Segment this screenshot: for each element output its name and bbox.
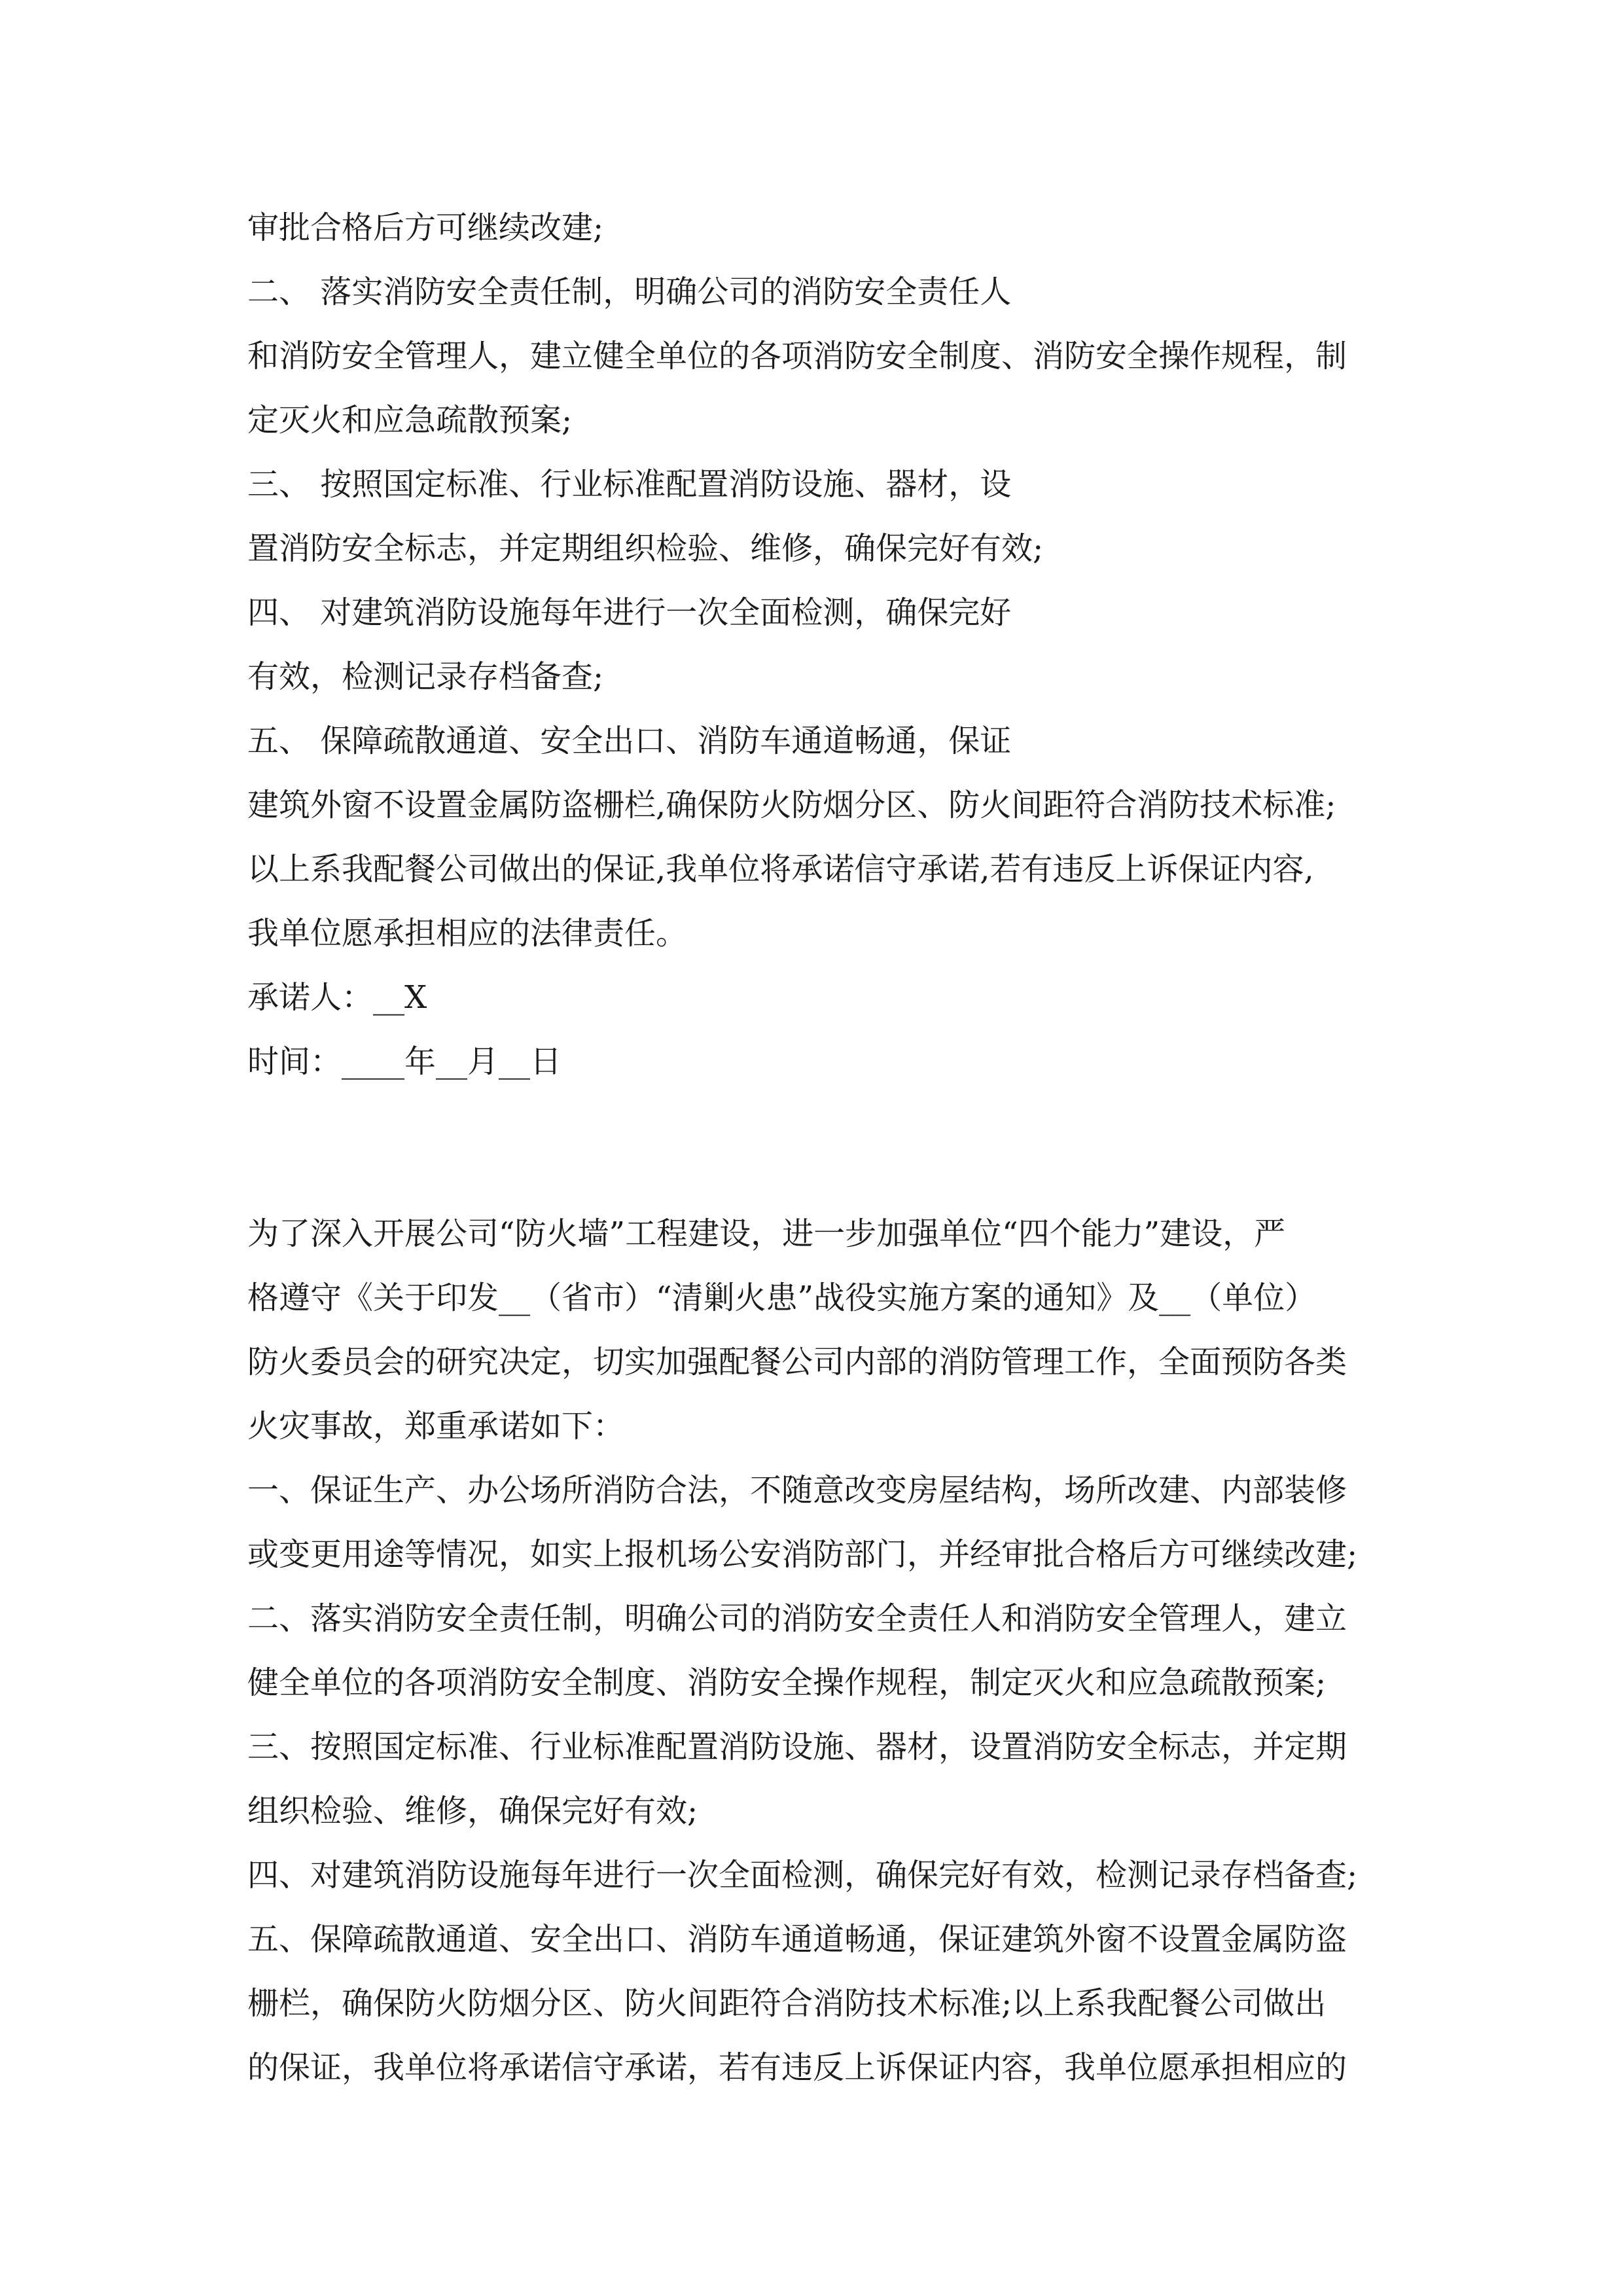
- text-line: 二、落实消防安全责任制，明确公司的消防安全责任人和消防安全管理人，建立: [247, 1600, 1347, 1637]
- text-line: 的保证，我单位将承诺信守承诺，若有违反上诉保证内容，我单位愿承担相应的: [247, 2049, 1347, 2086]
- text-line: 防火委员会的研究决定，切实加强配餐公司内部的消防管理工作，全面预防各类: [247, 1344, 1347, 1380]
- text-line: 和消防安全管理人，建立健全单位的各项消防安全制度、消防安全操作规程，制: [247, 338, 1347, 374]
- text-line: 为了深入开展公司“防火墙”工程建设，进一步加强单位“四个能力”建设，严: [247, 1215, 1286, 1252]
- text-line: 四、 对建筑消防设施每年进行一次全面检测，确保完好: [247, 594, 1012, 631]
- text-line: 四、对建筑消防设施每年进行一次全面检测，确保完好有效，检测记录存档备查;: [247, 1857, 1358, 1893]
- text-line: 三、 按照国定标准、行业标准配置消防设施、器材，设: [247, 466, 1012, 503]
- date-line: 时间：____年__月__日: [247, 1043, 562, 1080]
- text-line: 置消防安全标志，并定期组织检验、维修，确保完好有效;: [247, 530, 1044, 567]
- text-line: 五、保障疏散通道、安全出口、消防车通道畅通，保证建筑外窗不设置金属防盗: [247, 1921, 1347, 1958]
- text-line: 五、 保障疏散通道、安全出口、消防车通道畅通，保证: [247, 723, 1012, 759]
- signatory-line: 承诺人：__X: [247, 979, 427, 1016]
- text-line: 有效，检测记录存档备查;: [247, 658, 604, 695]
- text-line: 定灭火和应急疏散预案;: [247, 402, 573, 439]
- text-line: 以上系我配餐公司做出的保证,我单位将承诺信守承诺,若有违反上诉保证内容,: [247, 851, 1314, 888]
- text-line: 格遵守《关于印发__（省市）“清剿火患”战役实施方案的通知》及__（单位）: [247, 1280, 1317, 1316]
- text-line: 我单位愿承担相应的法律责任。: [247, 915, 688, 952]
- text-line: 建筑外窗不设置金属防盗栅栏,确保防火防烟分区、防火间距符合消防技术标准;: [247, 787, 1336, 823]
- text-line: 火灾事故，郑重承诺如下：: [247, 1408, 625, 1444]
- text-line: 组织检验、维修，确保完好有效;: [247, 1793, 698, 1829]
- text-line: 审批合格后方可继续改建;: [247, 209, 604, 246]
- text-line: 二、 落实消防安全责任制，明确公司的消防安全责任人: [247, 274, 1012, 310]
- text-line: 三、按照国定标准、行业标准配置消防设施、器材，设置消防安全标志，并定期: [247, 1729, 1347, 1765]
- text-line: 一、保证生产、办公场所消防合法，不随意改变房屋结构，场所改建、内部装修: [247, 1472, 1347, 1509]
- text-line: 健全单位的各项消防安全制度、消防安全操作规程，制定灭火和应急疏散预案;: [247, 1664, 1327, 1701]
- text-line: 或变更用途等情况，如实上报机场公安消防部门，并经审批合格后方可继续改建;: [247, 1536, 1358, 1573]
- text-line: 栅栏，确保防火防烟分区、防火间距符合消防技术标准;以上系我配餐公司做出: [247, 1985, 1327, 2022]
